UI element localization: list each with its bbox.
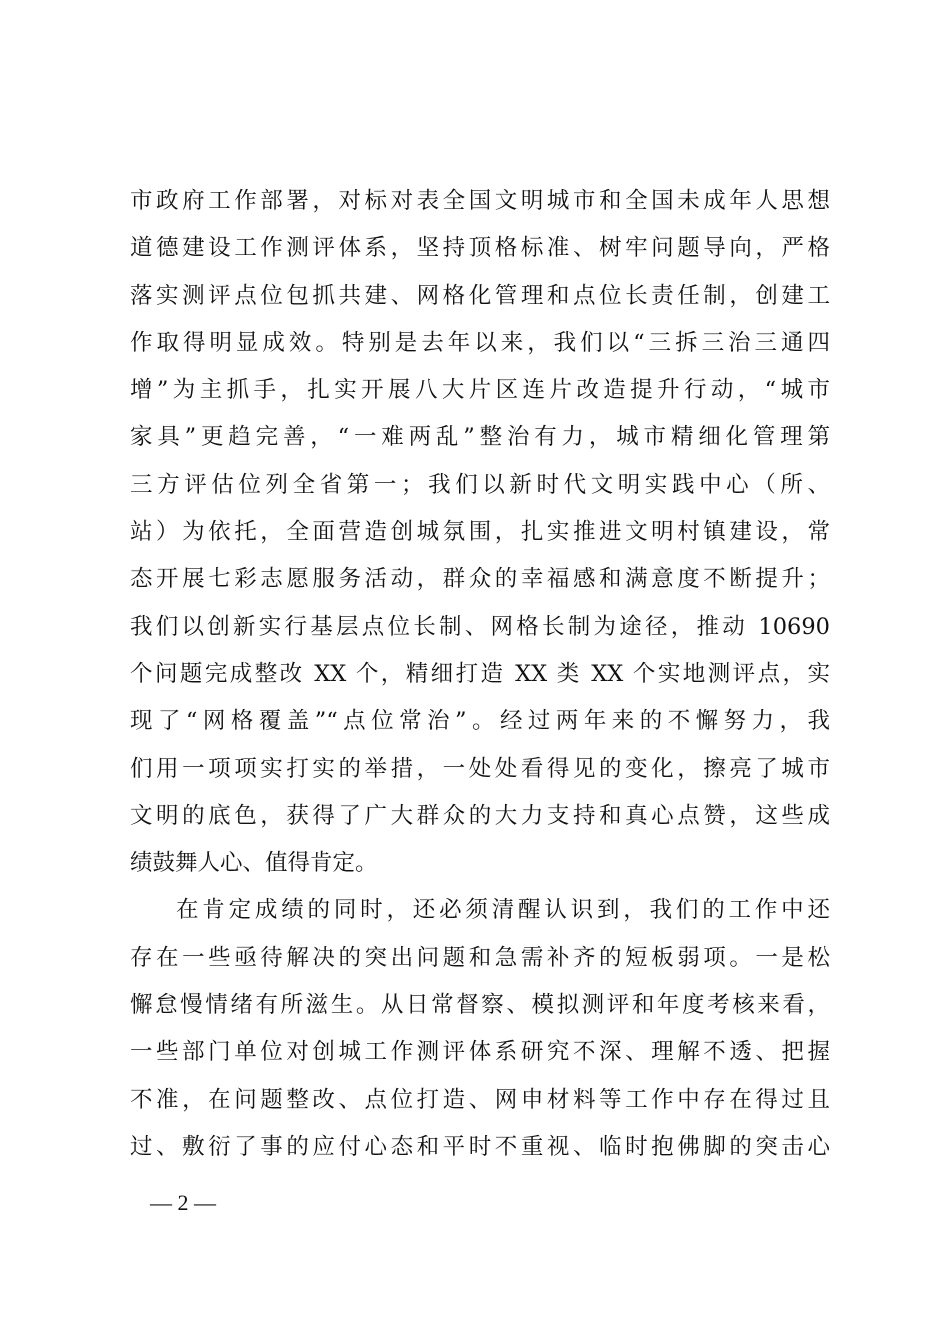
- paragraph-1-line: 站）为依托，全面营造创城氛围，扎实推进文明村镇建设，常: [130, 519, 830, 546]
- paragraph-1-line: 们用一项项实打实的举措，一处处看得见的变化，擦亮了城市: [130, 755, 830, 782]
- paragraph-1-line: 三方评估位列全省第一；我们以新时代文明实践中心（所、: [130, 471, 830, 498]
- paragraph-1-line: 作取得明显成效。特别是去年以来，我们以“三拆三治三通四: [130, 329, 830, 356]
- paragraph-1-last-line: 绩鼓舞人心、值得肯定。: [130, 850, 378, 877]
- paragraph-1-line: 个问题完成整改 XX 个，精细打造 XX 类 XX 个实地测评点，实: [130, 660, 830, 687]
- paragraph-1-line: 家具”更趋完善，“一难两乱”整治有力，城市精细化管理第: [130, 424, 830, 451]
- paragraph-2-line: 不准，在问题整改、点位打造、网申材料等工作中存在得过且: [130, 1086, 830, 1113]
- paragraph-1-line: 市政府工作部署，对标对表全国文明城市和全国未成年人思想: [130, 188, 830, 214]
- document-body: [130, 178, 830, 1171]
- paragraph-1-line: 我们以创新实行基层点位长制、网格长制为途径，推动 10690: [130, 613, 830, 640]
- paragraph-1-line: 现了“网格覆盖”“点位常治”。经过两年来的不懈努力，我: [130, 708, 830, 735]
- paragraph-1-line: 态开展七彩志愿服务活动，群众的幸福感和满意度不断提升；: [130, 566, 830, 593]
- paragraph-2-line: 存在一些亟待解决的突出问题和急需补齐的短板弱项。一是松: [130, 944, 830, 971]
- paragraph-1-line: 道德建设工作测评体系，坚持顶格标准、树牢问题导向，严格: [130, 235, 830, 262]
- paragraph-1-line: 落实测评点位包抓共建、网格化管理和点位长责任制，创建工: [130, 282, 830, 309]
- paragraph-2-line: 过、敷衍了事的应付心态和平时不重视、临时抱佛脚的突击心: [130, 1133, 830, 1160]
- paragraph-2-line: 一些部门单位对创城工作测评体系研究不深、理解不透、把握: [130, 1039, 830, 1066]
- paragraph-1-line: 文明的底色，获得了广大群众的大力支持和真心点赞，这些成: [130, 802, 830, 829]
- paragraph-2-first-line: 在肯定成绩的同时，还必须清醒认识到，我们的工作中还: [176, 897, 830, 924]
- page-number: — 2 —: [150, 1190, 216, 1215]
- paragraph-1-line: 增”为主抓手，扎实开展八大片区连片改造提升行动，“城市: [130, 377, 830, 404]
- paragraph-2-line: 懈怠慢情绪有所滋生。从日常督察、模拟测评和年度考核来看，: [130, 992, 830, 1019]
